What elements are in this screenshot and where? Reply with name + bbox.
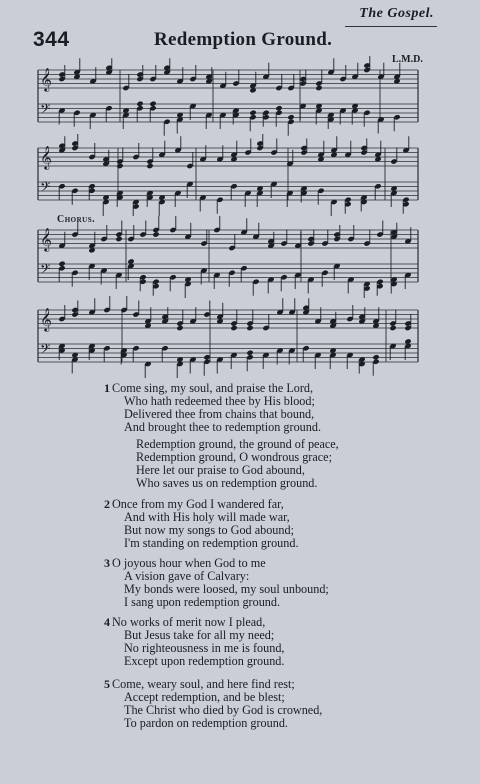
verse: [104, 615, 442, 668]
note-head: [389, 325, 396, 331]
verse-line: But now my songs to God abound;: [124, 523, 294, 537]
verse-number: 4: [104, 615, 110, 629]
note-head: [246, 325, 253, 331]
note-head: [149, 101, 156, 107]
refrain-line: Who saves us on redemption ground.: [136, 476, 318, 490]
section-title: The Gospel.: [359, 6, 434, 21]
bass-clef-icon: 𝄢: [40, 179, 51, 198]
treble-clef-icon: 𝄞: [40, 145, 52, 169]
refrain-line: Redemption ground, O wondrous grace;: [136, 450, 332, 464]
verse-line: O joyous hour when God to me: [112, 556, 266, 570]
refrain-line: Redemption ground, the ground of peace,: [136, 437, 339, 451]
verse: [104, 497, 442, 550]
verse-number: 1: [104, 381, 110, 395]
note-head: [115, 236, 122, 242]
verse-line: Who hath redeemed thee by His blood;: [124, 394, 315, 408]
chorus-label: Chorus.: [57, 214, 96, 225]
verse-line: I'm standing on redemption ground.: [124, 536, 299, 550]
note-head: [152, 231, 159, 237]
verse-line: Come, weary soul, and here find rest;: [112, 677, 295, 691]
treble-clef-icon: 𝄞: [40, 307, 52, 331]
verse-line: A vision gave of Calvary:: [124, 569, 250, 583]
note-head: [315, 85, 322, 91]
verse-line: Except upon redemption ground.: [124, 654, 285, 668]
verse-line: And with His holy will made war,: [124, 510, 290, 524]
note-head: [116, 163, 123, 169]
hymn-number: 344: [33, 28, 70, 51]
verse-line: And brought thee to redemption ground.: [124, 420, 321, 434]
verse-line: The Christ who died by God is crowned,: [124, 703, 323, 717]
verse-line: Once from my God I wandered far,: [112, 497, 284, 511]
bass-clef-icon: 𝄢: [40, 341, 51, 360]
verse-line: Delivered thee from chains that bound,: [124, 407, 315, 421]
verse-line: I sang upon redemption ground.: [124, 595, 281, 609]
refrain-line: Here let our praise to God abound,: [136, 463, 305, 477]
verse-line: My bonds were loosed, my soul unbound;: [124, 582, 329, 596]
note-head: [249, 110, 256, 116]
verse-line: No works of merit now I plead,: [112, 615, 266, 629]
treble-clef-icon: 𝄞: [40, 227, 52, 251]
verse-number: 3: [104, 556, 110, 570]
verse-line: No righteousness in me is found,: [124, 641, 285, 655]
verse: [104, 381, 442, 434]
verse-number: 5: [104, 677, 110, 691]
treble-clef-icon: 𝄞: [40, 67, 52, 91]
verse-line: To pardon on redemption ground.: [124, 716, 288, 730]
note-head: [372, 354, 379, 360]
note-head: [230, 325, 237, 331]
verse: [104, 556, 442, 609]
note-head: [287, 114, 294, 120]
bass-clef-icon: 𝄢: [40, 261, 51, 280]
note-head: [246, 350, 253, 356]
bass-clef-icon: 𝄢: [40, 101, 51, 120]
verse-line: But Jesus take for all my need;: [124, 628, 275, 642]
hymn-title: Redemption Ground.: [154, 29, 333, 50]
meter-label: L.M.D.: [392, 54, 423, 65]
note-head: [275, 105, 282, 111]
verse-line: Come sing, my soul, and praise the Lord,: [112, 381, 314, 395]
verse-number: 2: [104, 497, 110, 511]
note-head: [136, 101, 143, 107]
verse-line: Accept redemption, and be blest;: [124, 690, 285, 704]
verse: [104, 677, 442, 730]
refrain: [136, 438, 436, 490]
note-head: [146, 163, 153, 169]
note-head: [58, 261, 65, 267]
note-head: [176, 325, 183, 331]
